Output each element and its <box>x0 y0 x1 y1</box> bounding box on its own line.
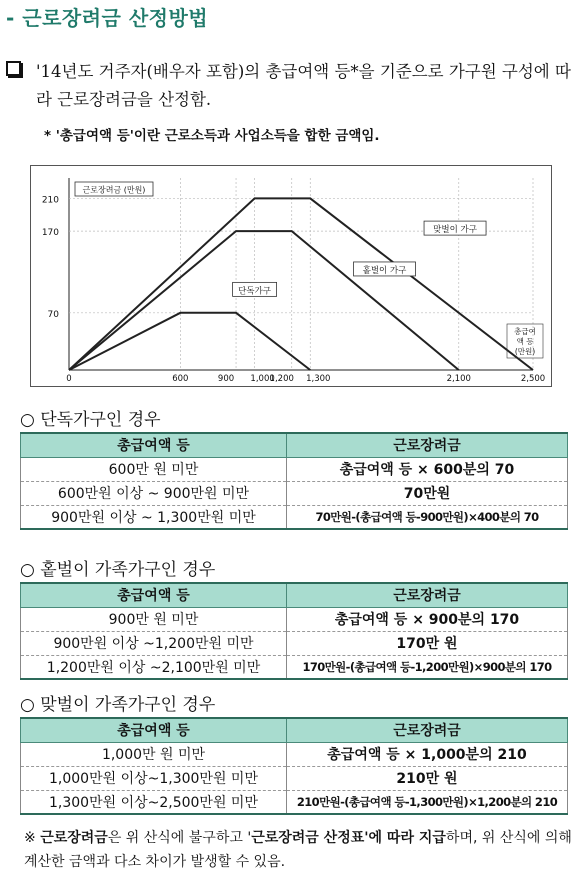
column-header: 근로장려금 <box>287 583 568 607</box>
table-row <box>21 481 568 505</box>
benefit-table <box>20 582 568 680</box>
footnote <box>24 826 574 874</box>
benefit-chart <box>30 165 552 387</box>
definition-note: * '총급여액 등'이란 근로소득과 사업소득을 합한 금액임. <box>44 128 380 144</box>
series-line <box>69 313 310 370</box>
benefit-table <box>20 717 568 815</box>
table-header-row <box>21 718 568 742</box>
column-header: 총급여액 등 <box>21 718 287 742</box>
series-label: 맞벌이 가구 <box>433 225 477 236</box>
income-range-cell: 1,200만원 이상 ~2,100만원 미만 <box>21 655 287 679</box>
benefit-formula-cell: 총급여액 등 × 600분의 70 <box>287 457 568 481</box>
footnote-mid: 은 위 산식에 불구하고 ' <box>107 830 252 846</box>
x-tick-label: 600 <box>172 374 189 384</box>
reference-mark: ※ <box>24 830 36 846</box>
chart-svg <box>31 166 551 386</box>
x-tick-label: 0 <box>66 374 72 384</box>
benefit-formula-cell: 총급여액 등 × 1,000분의 210 <box>287 742 568 766</box>
column-header: 총급여액 등 <box>21 433 287 457</box>
table-header-row <box>21 433 568 457</box>
benefit-table <box>20 432 568 530</box>
intro-text: '14년도 거주자(배우자 포함)의 총급여액 등*을 기준으로 가구원 구성에 따라 근로장려금을 산정함. <box>36 62 571 109</box>
benefit-formula-cell: 210만원-(총급여액 등-1,300만원)×1,200분의 210 <box>287 790 568 814</box>
table-row <box>21 457 568 481</box>
x-axis-unit-label: (만원) <box>514 347 536 356</box>
x-axis-unit-label: 액 등 <box>516 337 534 346</box>
income-range-cell: 600만 원 미만 <box>21 457 287 481</box>
series-label: 단독가구 <box>238 286 272 297</box>
table-header-row <box>21 583 568 607</box>
y-tick-label: 210 <box>41 195 59 206</box>
table-row <box>21 766 568 790</box>
benefit-formula-cell: 총급여액 등 × 900분의 170 <box>287 607 568 631</box>
x-tick-label: 2,500 <box>520 374 546 384</box>
y-tick-label: 170 <box>41 228 59 239</box>
square-bullet-icon <box>6 61 21 76</box>
benefit-formula-cell: 70만원-(총급여액 등-900만원)×400분의 70 <box>287 505 568 529</box>
series-label: 홑벌이 가구 <box>362 265 407 276</box>
section-heading: ○ 홑벌이 가족가구인 경우 <box>20 560 216 580</box>
benefit-formula-cell: 210만 원 <box>287 766 568 790</box>
income-range-cell: 1,300만원 이상~2,500만원 미만 <box>21 790 287 814</box>
benefit-formula-cell: 170만원-(총급여액 등-1,200만원)×900분의 170 <box>287 655 568 679</box>
x-tick-label: 1,300 <box>306 374 331 384</box>
table-row <box>21 742 568 766</box>
income-range-cell: 600만원 이상 ~ 900만원 미만 <box>21 481 287 505</box>
column-header: 총급여액 등 <box>21 583 287 607</box>
income-range-cell: 1,000만원 이상~1,300만원 미만 <box>21 766 287 790</box>
benefit-formula-cell: 70만원 <box>287 481 568 505</box>
column-header: 근로장려금 <box>287 718 568 742</box>
x-tick-label: 1,000 <box>250 374 275 384</box>
footnote-tail: 하며, 위 산식에 의해 계산한 금액과 다소 차이가 발생할 수 있음. <box>24 830 572 870</box>
table-row <box>21 655 568 679</box>
x-axis-unit-label: 총급여 <box>514 327 536 336</box>
section-heading: ○ 단독가구인 경우 <box>20 410 161 430</box>
income-range-cell: 900만원 이상 ~1,200만원 미만 <box>21 631 287 655</box>
x-tick-label: 2,100 <box>446 374 471 384</box>
column-header: 근로장려금 <box>287 433 568 457</box>
table-row <box>21 607 568 631</box>
x-tick-label: 900 <box>217 374 235 384</box>
footnote-bold: 근로장려금 산정표'에 따라 지급 <box>251 830 446 846</box>
page-title: - 근로장려금 산정방법 <box>6 6 209 30</box>
table-row <box>21 790 568 814</box>
table-row <box>21 505 568 529</box>
y-tick-label: 70 <box>47 309 59 320</box>
income-range-cell: 1,000만 원 미만 <box>21 742 287 766</box>
benefit-formula-cell: 170만 원 <box>287 631 568 655</box>
footnote-lead: 근로장려금 <box>40 830 108 846</box>
y-axis-label: 근로장려금 (만원) <box>82 185 146 195</box>
table-row <box>21 631 568 655</box>
income-range-cell: 900만 원 미만 <box>21 607 287 631</box>
x-tick-label: 1,200 <box>269 374 294 384</box>
section-heading: ○ 맞벌이 가족가구인 경우 <box>20 695 216 715</box>
series-line <box>69 231 459 370</box>
income-range-cell: 900만원 이상 ~ 1,300만원 미만 <box>21 505 287 529</box>
